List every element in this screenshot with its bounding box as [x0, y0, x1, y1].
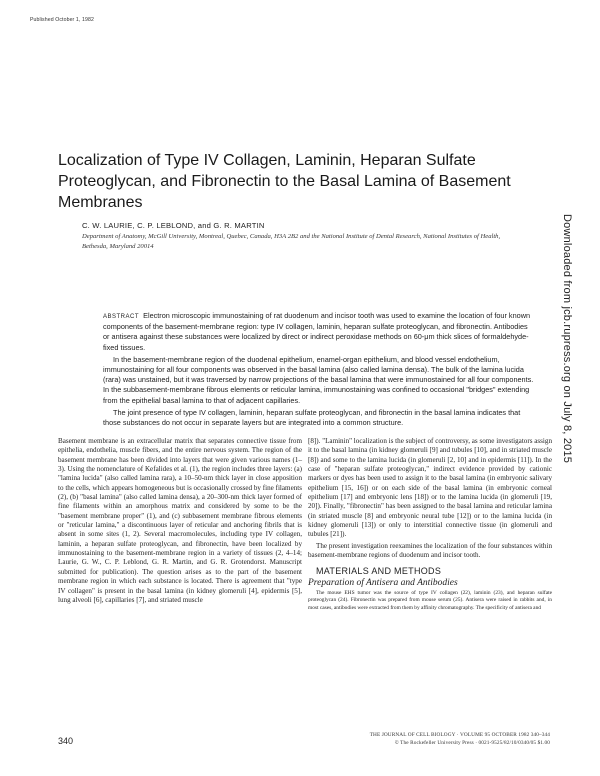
abstract-block [103, 311, 535, 428]
copyright-notice: © The Rockefeller University Press · 0021-9525/82/10/0340/05 $1.00 [394, 740, 550, 746]
abstract-paragraph-3: The joint presence of type IV collagen, laminin, heparan sulfate proteoglycan, and fibronectin in the basal lamina indicates that those substances do not occur in separate layers but are integrated into a common structure. [103, 407, 521, 428]
body-column-right [308, 437, 552, 612]
methods-subheading: Preparation of Antisera and Antibodies [308, 577, 458, 588]
author-affiliation: Department of Anatomy, McGill University, Montreal, Quebec, Canada, H3A 2B2 and the National Institute of Dental Research, National Institutes of Health, Bethesda, Maryland 20014 [82, 233, 501, 250]
abstract-paragraph-2: In the basement-membrane region of the duodenal epithelium, enamel-organ epithelium, and blood vessel endothelium, immunostaining for all four components was observed in the basal lamina (also called lamina densa). The bulk of the lamina lucida (rara) was unstained, but it was traversed by narrow projections of the basal lamina that were immunostained for all four components. In the subbasement-membrane fibrous elements or reticular lamina, immunostaining was confined to occasional "bridges" extending from the epithelial basal lamina to that of adjacent capillaries. [103, 354, 534, 405]
intro-paragraph: Basement membrane is an extracellular matrix that separates connective tissue from epithelia, endothelia, muscle fibers, and the entire nervous system. The region of the basement membrane has been divided into layers that were given various names (1–3). Using the nomenclature of Kefalides et al. (1), the region includes three layers: (a) "lamina lucida" (also called lamina rara), a 10–50-nm thick layer in close apposition to the cells, which appears homogeneous but is occasionally crossed by fine filaments (2), (b) "basal lamina" (also called lamina densa), a 20–300-nm thick layer formed of fine filaments within an amorphous matrix and considered by some to be the "basement membrane proper" (1), and (c) subbasement membrane fibrous elements or "reticular lamina," a discontinuous layer of reticular and anchoring fibrils that is absent in some sites (1, 2). Several macromolecules, including type IV collagen, laminin, a heparan sulfate proteoglycan, and fibronectin, have been localized by immunostaining to the basement-membrane region in a variety of tissues (2, 4–14; Laurie, G. W., C. P. Leblond, G. R. Martin, and G. R. Grotendorst. Manuscript submitted for publication). The question arises as to the part of the basement membrane region in which each substance is located. There is agreement that "type IV collagen" is present in the basal lamina (in kidney glomeruli [4], epidermis [5], lung alveoli [6], capillaries [7], and striated muscle [58, 437, 302, 604]
methods-heading: MATERIALS AND METHODS [316, 566, 442, 577]
abstract-paragraph-1 [103, 311, 535, 353]
abstract-label: ABSTRACT [103, 314, 140, 320]
body-column-left [58, 437, 302, 605]
author-list: C. W. LAURIE, C. P. LEBLOND, and G. R. MARTIN [82, 221, 265, 230]
intro-continued-paragraph: [8]). "Laminin" localization is the subject of controversy, as some investigators assign it to the basal lamina (in kidney glomeruli [9] and tubules [10], and in striated muscle [8]) and some to the lamina lucida (in glomeruli [2, 10] and in epidermis [11]). In the case of "heparan sulfate proteoglycan," indirect evidence provided by cationic markers or dyes has been used to assign it to the basal lamina (in embryonic salivary epithelium [15, 16]) or on each side of the basal lamina (in embryonic corneal epithelium [17] and embryonic lens [18]) or to the lamina lucida (in glomeruli [19, 20]). Finally, "fibronectin" has been assigned to the basal lamina and reticular lamina (in striated muscle [8] and embryonic neural tube [12]) or to the lamina lucida (in kidney glomeruli [13]) or only to interstitial connective tissue (in glomeruli and tubules [21]). [308, 437, 552, 539]
abstract-text-1: Electron microscopic immunostaining of rat duodenum and incisor tooth was used to examine the location of four known components of the basement-membrane region: type IV collagen, laminin, heparan sulfate proteoglycan, and fibronectin. Antibodies or antisera against these substances were localized by direct or indirect peroxidase methods on 60-μm thick slices of formaldehyde-fixed tissues. [103, 311, 531, 352]
methods-paragraph: The mouse EHS tumor was the source of type IV collagen (22), laminin (23), and heparan sulfate proteoglycan (24). Fibronectin was prepared from mouse serum (25). Antisera were raised in rabbits and, in most cases, antibodies were extracted from them by affinity chromatography. The specificity of antisera and [308, 590, 552, 611]
journal-footer [318, 731, 550, 747]
journal-citation: THE JOURNAL OF CELL BIOLOGY · VOLUME 95 OCTOBER 1982 340–344 [369, 732, 550, 738]
page-number: 340 [58, 736, 74, 746]
download-notice: Downloaded from jcb.rupress.org on July 8, 2015 [561, 214, 573, 464]
investigation-paragraph: The present investigation reexamines the localization of the four substances within basement-membrane regions of duodenum and incisor tooth. [308, 541, 552, 560]
published-date: Published October 1, 1982 [30, 17, 94, 23]
article-title: Localization of Type IV Collagen, Laminin, Heparan Sulfate Proteoglycan, and Fibronectin to the Basal Lamina of Basement Membranes [58, 152, 511, 211]
